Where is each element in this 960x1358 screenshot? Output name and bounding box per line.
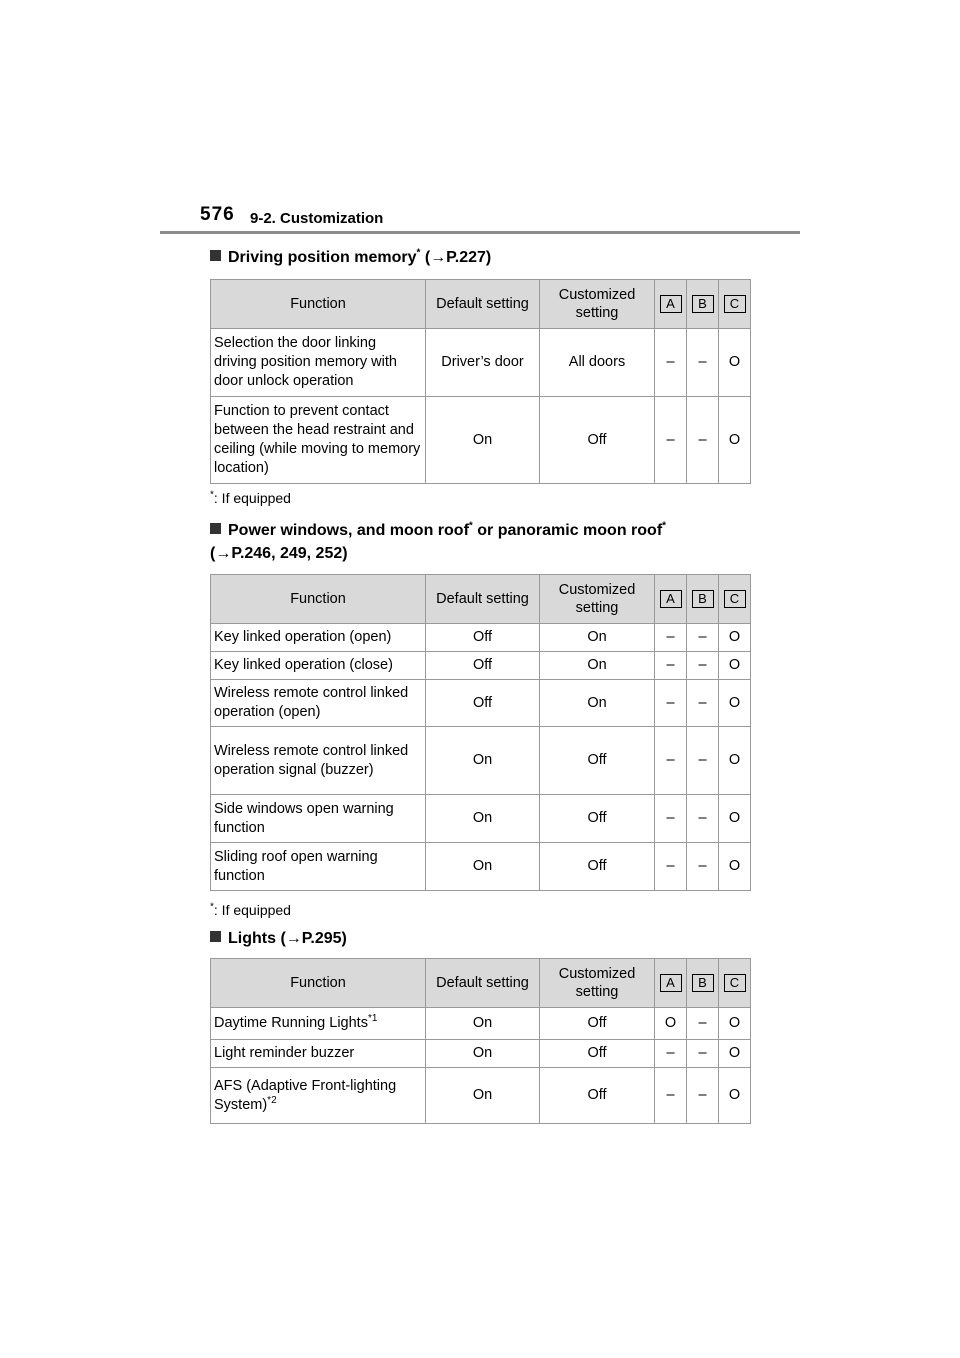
col-function: Function xyxy=(211,280,426,329)
header-rule xyxy=(160,231,800,234)
col-b: B xyxy=(687,575,719,624)
table-row: Sliding roof open warning function On Off – – O xyxy=(211,843,751,891)
table-row: Key linked operation (close) Off On – – O xyxy=(211,652,751,680)
col-a: A xyxy=(655,959,687,1008)
table-row: Wireless remote control linked operation signal (buzzer) On Off – – O xyxy=(211,727,751,795)
table-row: Light reminder buzzer On Off – – O xyxy=(211,1040,751,1068)
col-customized: Customized setting xyxy=(540,575,655,624)
windows-table xyxy=(210,574,751,891)
table-row: Side windows open warning function On Off – – O xyxy=(211,795,751,843)
col-b: B xyxy=(687,280,719,329)
table-row: Selection the door linking driving position memory with door unlock operation Driver’s door All doors – – O xyxy=(211,329,751,397)
table-row: Function to prevent contact between the head restraint and ceiling (while moving to memory location) On Off – – O xyxy=(211,397,751,484)
table-row: Daytime Running Lights$^{*1}$ On Off O – O xyxy=(211,1008,751,1040)
col-c: C xyxy=(719,280,751,329)
col-default: Default setting xyxy=(426,959,540,1008)
col-c: C xyxy=(719,575,751,624)
driving-table xyxy=(210,279,751,484)
page-number: 576 xyxy=(200,204,235,225)
square-bullet-icon xyxy=(210,523,221,534)
lights-table xyxy=(210,958,751,1124)
section-title: 9-2. Customization xyxy=(250,210,384,227)
col-a: A xyxy=(655,575,687,624)
table-row: Wireless remote control linked operation (open) Off On – – O xyxy=(211,680,751,727)
col-b: B xyxy=(687,959,719,1008)
table-row: Key linked operation (open) Off On – – O xyxy=(211,624,751,652)
col-c: C xyxy=(719,959,751,1008)
lights-heading: Lights (→P.295) xyxy=(210,927,347,950)
col-default: Default setting xyxy=(426,575,540,624)
col-a: A xyxy=(655,280,687,329)
table-row: AFS (Adaptive Front-lighting System)$^{*2}$ On Off – – O xyxy=(211,1068,751,1124)
square-bullet-icon xyxy=(210,931,221,942)
col-customized: Customized setting xyxy=(540,280,655,329)
footnote: *: If equipped xyxy=(210,901,291,918)
windows-heading: Power windows, and moon roof* or panoramic moon roof* (→P.246, 249, 252) xyxy=(210,520,667,562)
driving-heading: Driving position memory* (→P.227) xyxy=(210,246,491,269)
footnote: *: If equipped xyxy=(210,489,291,506)
col-customized: Customized setting xyxy=(540,959,655,1008)
col-function: Function xyxy=(211,575,426,624)
col-function: Function xyxy=(211,959,426,1008)
square-bullet-icon xyxy=(210,250,221,261)
col-default: Default setting xyxy=(426,280,540,329)
